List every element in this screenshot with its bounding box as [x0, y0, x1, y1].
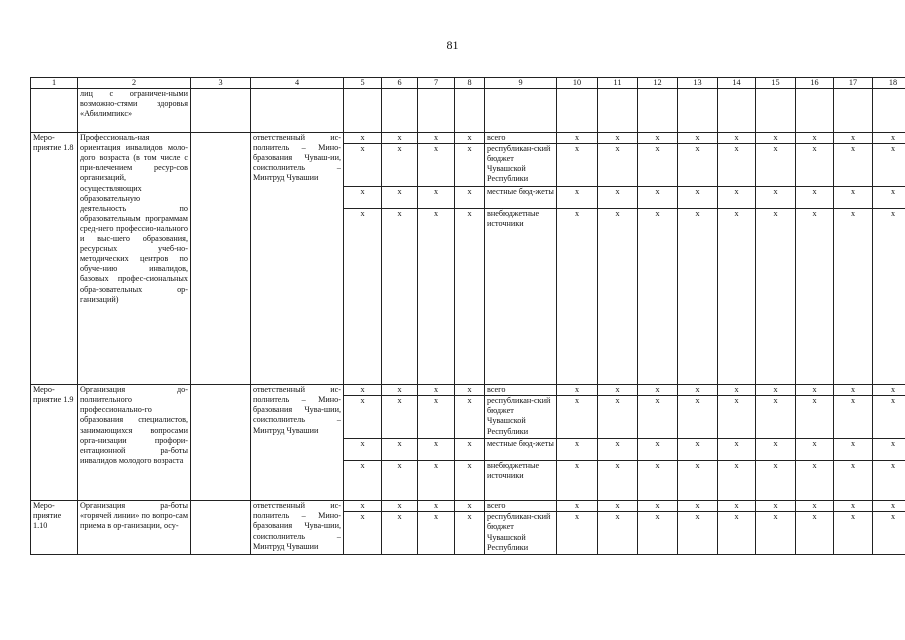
marker-cell: x — [418, 209, 455, 385]
marker-cell: x — [418, 187, 455, 209]
marker-cell: x — [557, 144, 598, 187]
activity-name: Организация до-полнительного профессионально-го образования специалистов, занимающихся вопросами орга-низации профори-ентационной ра-боты инвалидов молодого возраста — [78, 385, 191, 501]
marker-cell: x — [418, 439, 455, 461]
column-number-row — [31, 78, 905, 89]
marker-cell: x — [718, 187, 756, 209]
marker-cell: x — [344, 209, 382, 385]
marker-cell: x — [834, 144, 873, 187]
marker-cell: x — [756, 144, 796, 187]
marker-cell: x — [382, 512, 418, 555]
column-header: 10 — [557, 78, 598, 89]
marker-cell: x — [382, 133, 418, 144]
marker-cell: x — [418, 396, 455, 439]
activity-name: Организация ра-боты «горячей линии» по вопро-сам приема в ор-ганизации, осу- — [78, 501, 191, 555]
marker-cell: x — [455, 439, 485, 461]
marker-cell: x — [557, 396, 598, 439]
empty-cell — [756, 89, 796, 133]
marker-cell: x — [382, 501, 418, 512]
marker-cell: x — [455, 209, 485, 385]
marker-cell: x — [455, 385, 485, 396]
marker-cell: x — [598, 439, 638, 461]
marker-cell: x — [344, 439, 382, 461]
marker-cell: x — [678, 133, 718, 144]
marker-cell: x — [678, 187, 718, 209]
marker-cell: x — [718, 396, 756, 439]
column-header: 15 — [756, 78, 796, 89]
marker-cell: x — [344, 144, 382, 187]
empty-cell — [485, 89, 557, 133]
marker-cell: x — [873, 187, 905, 209]
column-header: 18 — [873, 78, 905, 89]
empty-cell — [598, 89, 638, 133]
marker-cell: x — [382, 439, 418, 461]
marker-cell: x — [557, 187, 598, 209]
column-header: 8 — [455, 78, 485, 89]
marker-cell: x — [756, 209, 796, 385]
executor-header: ответственный ис-полнитель – Мино-бразования Чува-шии, соисполнитель – Минтруд Чувашии — [251, 385, 344, 501]
marker-cell: x — [344, 461, 382, 501]
empty-cell — [191, 133, 251, 385]
marker-cell: x — [678, 396, 718, 439]
marker-cell: x — [418, 133, 455, 144]
activity-row — [31, 385, 905, 396]
executor-header: ответственный ис-полнитель – Мино-бразования Чуваш-ии, соисполнитель – Минтруд Чувашии — [251, 133, 344, 385]
activity-id: Меро-приятие 1.8 — [31, 133, 78, 385]
marker-cell: x — [678, 461, 718, 501]
marker-cell: x — [796, 209, 834, 385]
marker-cell: x — [873, 501, 905, 512]
marker-cell: x — [598, 209, 638, 385]
activity-row — [31, 501, 905, 512]
empty-cell — [718, 89, 756, 133]
column-header: 6 — [382, 78, 418, 89]
page-number: 81 — [446, 38, 459, 52]
program-table — [30, 77, 905, 555]
marker-cell: x — [834, 209, 873, 385]
continuation-text: лиц с ограничен-ными возможно-стями здоровья «Абилимпикс» — [78, 89, 191, 133]
empty-cell — [873, 89, 905, 133]
marker-cell: x — [638, 439, 678, 461]
empty-cell — [191, 501, 251, 555]
column-header: 5 — [344, 78, 382, 89]
marker-cell: x — [756, 512, 796, 555]
empty-cell — [834, 89, 873, 133]
marker-cell: x — [418, 461, 455, 501]
marker-cell: x — [418, 385, 455, 396]
empty-cell — [678, 89, 718, 133]
marker-cell: x — [638, 144, 678, 187]
marker-cell: x — [796, 385, 834, 396]
column-header: 7 — [418, 78, 455, 89]
empty-cell — [455, 89, 485, 133]
activity-id: Меро-приятие 1.9 — [31, 385, 78, 501]
marker-cell: x — [873, 144, 905, 187]
marker-cell: x — [344, 385, 382, 396]
marker-cell: x — [382, 461, 418, 501]
marker-cell: x — [834, 439, 873, 461]
funding-source: всего — [485, 385, 557, 396]
marker-cell: x — [598, 501, 638, 512]
activity-name: Профессиональ-ная ориентация инвалидов моло-дого возраста (в том числе с при-влечением ресур-сов организаций, осуществляющих образовательную деятельность по образовательным программам сред-него профессио-нального и выс-шего образования, ресурсных учеб-но-методических центров по обуче-нию инвалидов, базовых профес-сиональных обра-зовательных ор-ганизаций) — [78, 133, 191, 385]
marker-cell: x — [718, 439, 756, 461]
marker-cell: x — [382, 209, 418, 385]
empty-cell — [344, 89, 382, 133]
column-header: 4 — [251, 78, 344, 89]
marker-cell: x — [418, 501, 455, 512]
marker-cell: x — [638, 209, 678, 385]
marker-cell: x — [756, 385, 796, 396]
column-header: 2 — [78, 78, 191, 89]
marker-cell: x — [382, 385, 418, 396]
marker-cell: x — [638, 501, 678, 512]
funding-source: республикан-ский бюджет Чувашской Республики — [485, 396, 557, 439]
marker-cell: x — [873, 133, 905, 144]
column-header: 9 — [485, 78, 557, 89]
funding-source: местные бюд-жеты — [485, 187, 557, 209]
marker-cell: x — [756, 439, 796, 461]
empty-cell — [191, 89, 251, 133]
activity-id: Меро-приятие 1.10 — [31, 501, 78, 555]
marker-cell: x — [756, 461, 796, 501]
marker-cell: x — [678, 144, 718, 187]
marker-cell: x — [382, 396, 418, 439]
funding-source: местные бюд-жеты — [485, 439, 557, 461]
marker-cell: x — [598, 396, 638, 439]
marker-cell: x — [873, 385, 905, 396]
marker-cell: x — [455, 461, 485, 501]
marker-cell: x — [718, 512, 756, 555]
marker-cell: x — [678, 501, 718, 512]
marker-cell: x — [638, 512, 678, 555]
marker-cell: x — [382, 187, 418, 209]
marker-cell: x — [455, 133, 485, 144]
marker-cell: x — [796, 439, 834, 461]
empty-cell — [251, 89, 344, 133]
marker-cell: x — [638, 396, 678, 439]
marker-cell: x — [344, 396, 382, 439]
marker-cell: x — [834, 461, 873, 501]
funding-source: внебюджетные источники — [485, 461, 557, 501]
marker-cell: x — [455, 501, 485, 512]
column-header: 1 — [31, 78, 78, 89]
column-header: 14 — [718, 78, 756, 89]
marker-cell: x — [598, 144, 638, 187]
marker-cell: x — [638, 461, 678, 501]
funding-source: всего — [485, 501, 557, 512]
marker-cell: x — [873, 439, 905, 461]
marker-cell: x — [796, 501, 834, 512]
executor-header: ответственный ис-полнитель – Мино-бразования Чува-шии, соисполнитель – Минтруд Чувашии — [251, 501, 344, 555]
marker-cell: x — [718, 144, 756, 187]
marker-cell: x — [557, 512, 598, 555]
marker-cell: x — [796, 512, 834, 555]
marker-cell: x — [718, 461, 756, 501]
marker-cell: x — [638, 133, 678, 144]
funding-source: внебюджетные источники — [485, 209, 557, 385]
funding-source: всего — [485, 133, 557, 144]
empty-cell — [418, 89, 455, 133]
funding-source: республикан-ский бюджет Чувашской Республики — [485, 144, 557, 187]
marker-cell: x — [598, 133, 638, 144]
marker-cell: x — [557, 461, 598, 501]
marker-cell: x — [638, 187, 678, 209]
marker-cell: x — [873, 512, 905, 555]
marker-cell: x — [873, 396, 905, 439]
column-header: 3 — [191, 78, 251, 89]
marker-cell: x — [598, 385, 638, 396]
marker-cell: x — [718, 133, 756, 144]
marker-cell: x — [598, 187, 638, 209]
marker-cell: x — [756, 187, 796, 209]
column-header: 16 — [796, 78, 834, 89]
marker-cell: x — [834, 512, 873, 555]
marker-cell: x — [455, 187, 485, 209]
empty-cell — [638, 89, 678, 133]
marker-cell: x — [598, 512, 638, 555]
marker-cell: x — [756, 133, 796, 144]
marker-cell: x — [756, 396, 796, 439]
continuation-row — [31, 89, 905, 133]
marker-cell: x — [455, 512, 485, 555]
marker-cell: x — [344, 133, 382, 144]
marker-cell: x — [756, 501, 796, 512]
marker-cell: x — [678, 512, 718, 555]
marker-cell: x — [455, 396, 485, 439]
activity-row — [31, 133, 905, 144]
marker-cell: x — [796, 144, 834, 187]
funding-source: республикан-ский бюджет Чувашской Республики — [485, 512, 557, 555]
marker-cell: x — [382, 144, 418, 187]
marker-cell: x — [678, 439, 718, 461]
marker-cell: x — [598, 461, 638, 501]
marker-cell: x — [678, 209, 718, 385]
marker-cell: x — [796, 133, 834, 144]
marker-cell: x — [455, 144, 485, 187]
marker-cell: x — [873, 209, 905, 385]
marker-cell: x — [834, 133, 873, 144]
empty-cell — [796, 89, 834, 133]
column-header: 13 — [678, 78, 718, 89]
empty-cell — [557, 89, 598, 133]
marker-cell: x — [344, 187, 382, 209]
empty-cell — [382, 89, 418, 133]
marker-cell: x — [344, 501, 382, 512]
marker-cell: x — [557, 385, 598, 396]
marker-cell: x — [834, 396, 873, 439]
marker-cell: x — [678, 385, 718, 396]
marker-cell: x — [418, 144, 455, 187]
marker-cell: x — [557, 501, 598, 512]
marker-cell: x — [796, 187, 834, 209]
marker-cell: x — [418, 512, 455, 555]
marker-cell: x — [834, 501, 873, 512]
marker-cell: x — [834, 385, 873, 396]
marker-cell: x — [796, 461, 834, 501]
empty-cell — [31, 89, 78, 133]
marker-cell: x — [873, 461, 905, 501]
marker-cell: x — [557, 133, 598, 144]
column-header: 17 — [834, 78, 873, 89]
marker-cell: x — [557, 439, 598, 461]
marker-cell: x — [638, 385, 678, 396]
column-header: 12 — [638, 78, 678, 89]
marker-cell: x — [557, 209, 598, 385]
marker-cell: x — [344, 512, 382, 555]
marker-cell: x — [718, 209, 756, 385]
marker-cell: x — [718, 501, 756, 512]
empty-cell — [191, 385, 251, 501]
column-header: 11 — [598, 78, 638, 89]
marker-cell: x — [796, 396, 834, 439]
marker-cell: x — [834, 187, 873, 209]
marker-cell: x — [718, 385, 756, 396]
